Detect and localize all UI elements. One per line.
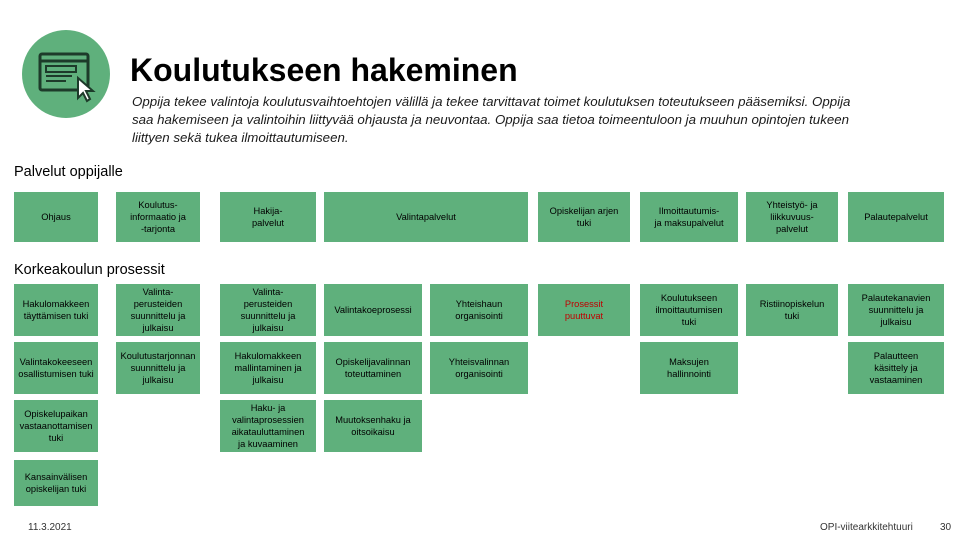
processes-heading: Korkeakoulun prosessit — [14, 262, 165, 278]
process-palautteen-kasittely: Palautteen käsittely ja vastaaminen — [848, 342, 944, 394]
process-valintaperusteet-2: Valinta- perusteiden suunnittelu ja julkaisu — [220, 284, 316, 336]
process-yhteishaku: Yhteishaun organisointi — [430, 284, 528, 336]
page-title: Koulutukseen hakeminen — [130, 52, 518, 88]
service-ohjaus: Ohjaus — [14, 192, 98, 242]
process-koulutustarjonta: Koulutustarjonnan suunnittelu ja julkaisu — [116, 342, 200, 394]
service-arjen-tuki: Opiskelijan arjen tuki — [538, 192, 630, 242]
service-valintapalvelut: Valintapalvelut — [324, 192, 528, 242]
process-palautekanavat: Palautekanavien suunnittelu ja julkaisu — [848, 284, 944, 336]
process-hakulomake-tuki: Hakulomakkeen täyttämisen tuki — [14, 284, 98, 336]
process-missing: Prosessit puuttuvat — [538, 284, 630, 336]
service-palautepalvelut: Palautepalvelut — [848, 192, 944, 242]
form-click-icon — [22, 30, 110, 118]
process-muutoksenhaku: Muutoksenhaku ja oitsoikaisu — [324, 400, 422, 452]
service-ilmoittautumispalvelut: Ilmoittautumis- ja maksupalvelut — [640, 192, 738, 242]
process-ilmoittautuminen-tuki: Koulutukseen ilmoittautumisen tuki — [640, 284, 738, 336]
process-vastaanotto-tuki: Opiskelupaikan vastaanottamisen tuki — [14, 400, 98, 452]
service-yhteistyopalvelut: Yhteistyö- ja liikkuvuus- palvelut — [746, 192, 838, 242]
services-heading: Palvelut oppijalle — [14, 164, 123, 180]
process-opiskelijavalinta: Opiskelijavalinnan toteuttaminen — [324, 342, 422, 394]
service-hakijapalvelut: Hakija- palvelut — [220, 192, 316, 242]
process-yhteisvalinta: Yhteisvalinnan organisointi — [430, 342, 528, 394]
process-hakulomake-mallinnus: Hakulomakkeen mallintaminen ja julkaisu — [220, 342, 316, 394]
footer-text: OPI-viitearkkitehtuuri — [820, 522, 913, 533]
process-valintaperusteet-1: Valinta- perusteiden suunnittelu ja julkaisu — [116, 284, 200, 336]
page-number: 30 — [940, 522, 952, 533]
process-aikataulutus: Haku- ja valintaprosessien aikatauluttaminen ja kuvaaminen — [220, 400, 316, 452]
service-koulutusinformaatio: Koulutus- informaatio ja -tarjonta — [116, 192, 200, 242]
process-valintakoe-tuki: Valintakokeeseen osallistumisen tuki — [14, 342, 98, 394]
footer-date: 11.3.2021 — [28, 522, 72, 533]
page-subtitle: Oppija tekee valintoja koulutusvaihtoehtojen välillä ja tekee tarvittavat toimet koulutuksen toteutukseen pääsemiksi. Oppija saa hakemiseen ja valintoihin liittyvää ohjausta ja neuvontaa. Oppija saa tietoa toimeentuloon ja muuhun opintojen tukeen liittyen sekä tukea ilmoittautumiseen. — [132, 94, 851, 145]
process-kansainvalinen-tuki: Kansainvälisen opiskelijan tuki — [14, 460, 98, 506]
process-valintakoeprosessi: Valintakoeprosessi — [324, 284, 422, 336]
process-maksut: Maksujen hallinnointi — [640, 342, 738, 394]
process-ristiinopiskelu: Ristiinopiskelun tuki — [746, 284, 838, 336]
